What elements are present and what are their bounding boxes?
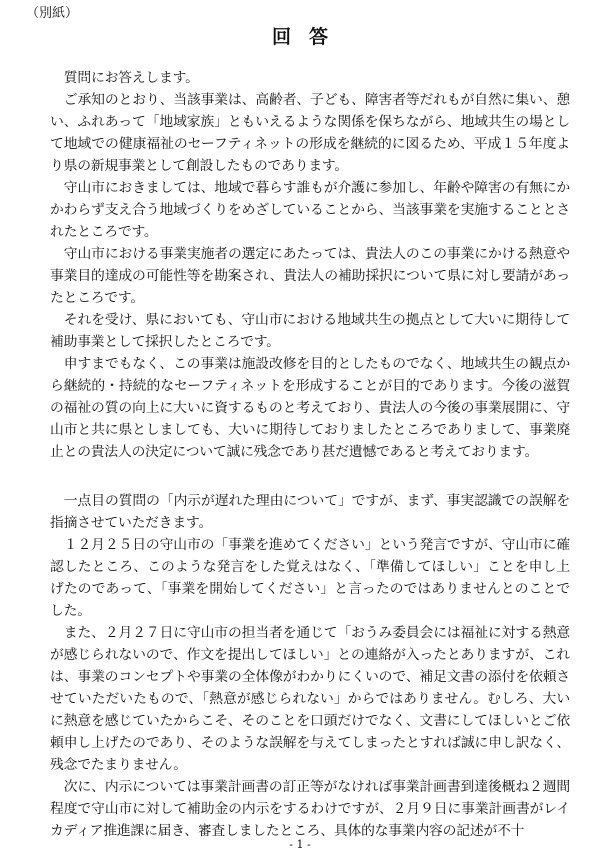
section-gap — [50, 463, 570, 490]
paragraph-notification: 次に、内示については事業計画書の訂正等がなければ事業計画書到達後概ね２週間程度で守山市に対して補助金の内示をするわけですが、２月９日に事業計画書がレイカディア推進課に届き、審査しましたところ、具体的な事業内容の記述が不十 — [50, 779, 570, 839]
attachment-label: （別紙） — [26, 6, 79, 21]
document-title: 回答 — [271, 26, 346, 48]
paragraph-dec-25: １２月２５日の守山市の「事業を進めてください」という発言ですが、守山市に確認したところ、このような発言をした覚えはなく、「準備してほしい」ことを申し上げたのであって、「事業を開始してください」と言ったのではありませんとのことでした。 — [50, 537, 570, 619]
paragraph-feb-27: また、２月２７日に守山市の担当者を通じて「おうみ委員会には福祉に対する熱意が感じられないので、作文を提出してほしい」との連絡が入ったとありますが、これは、事業のコンセプトや事業の全体像がわかりにくいので、補足文書の添付を依頼させていただいたもので、「熱意が感じられない」からではありません。むしろ、大いに熱意を感じていたからこそ、そのことを口頭だけでなく、文書にしてほしいとご依頼申し上げたのであり、そのような誤解を与えてしまったとすれば誠に申し訳なく、残念でたまりません。 — [50, 625, 570, 773]
page-number: - 1 - — [289, 838, 311, 851]
paragraph-moriyama-policy: 守山市におきましては、地域で暮らす誰もが介護に参加し、年齢や障害の有無にかかわらず支え合う地域づくりをめざしていることから、当該事業を実施することとされたところです。 — [50, 180, 570, 240]
document-body — [50, 67, 570, 842]
paragraph-regret: 申すまでもなく、この事業は施設改修を目的としたものでなく、地域共生の観点から継続的・持続的なセーフティネットを形成することが目的であります。今後の滋賀の福祉の質の向上に大いに資するものと考えており、貴法人の今後の事業展開に、守山市と共に県としましても、大いに期待しておりましたところでありまして、事業廃止との貴法人の決定について誠に残念であり甚だ遺憾であると考えております。 — [50, 356, 570, 460]
paragraph-first-question: 一点目の質問の「内示が遅れた理由について」ですが、まず、事実認識での誤解を指摘させていただきます。 — [50, 493, 570, 531]
paragraph-prefecture-adoption: それを受け、県においても、守山市における地域共生の拠点として大いに期待して補助事業として採択したところです。 — [50, 312, 570, 350]
paragraph-project-purpose: ご承知のとおり、当該事業は、高齢者、子ども、障害者等だれもが自然に集い、憩い、ふれあって「地域家族」ともいえるような関係を保ちながら、地域共生の場として地域での健康福祉のセーフティネットの形成を継続的に図るため、平成１５年度より県の新規事業として創設したものであります。 — [50, 92, 570, 174]
paragraph-selection: 守山市における事業実施者の選定にあたっては、貴法人のこの事業にかける熱意や事業目的達成の可能性等を勘案され、貴法人の補助採択について県に対し要請があったところです。 — [50, 246, 570, 306]
paragraph-greeting: 質問にお答えします。 — [63, 70, 199, 86]
